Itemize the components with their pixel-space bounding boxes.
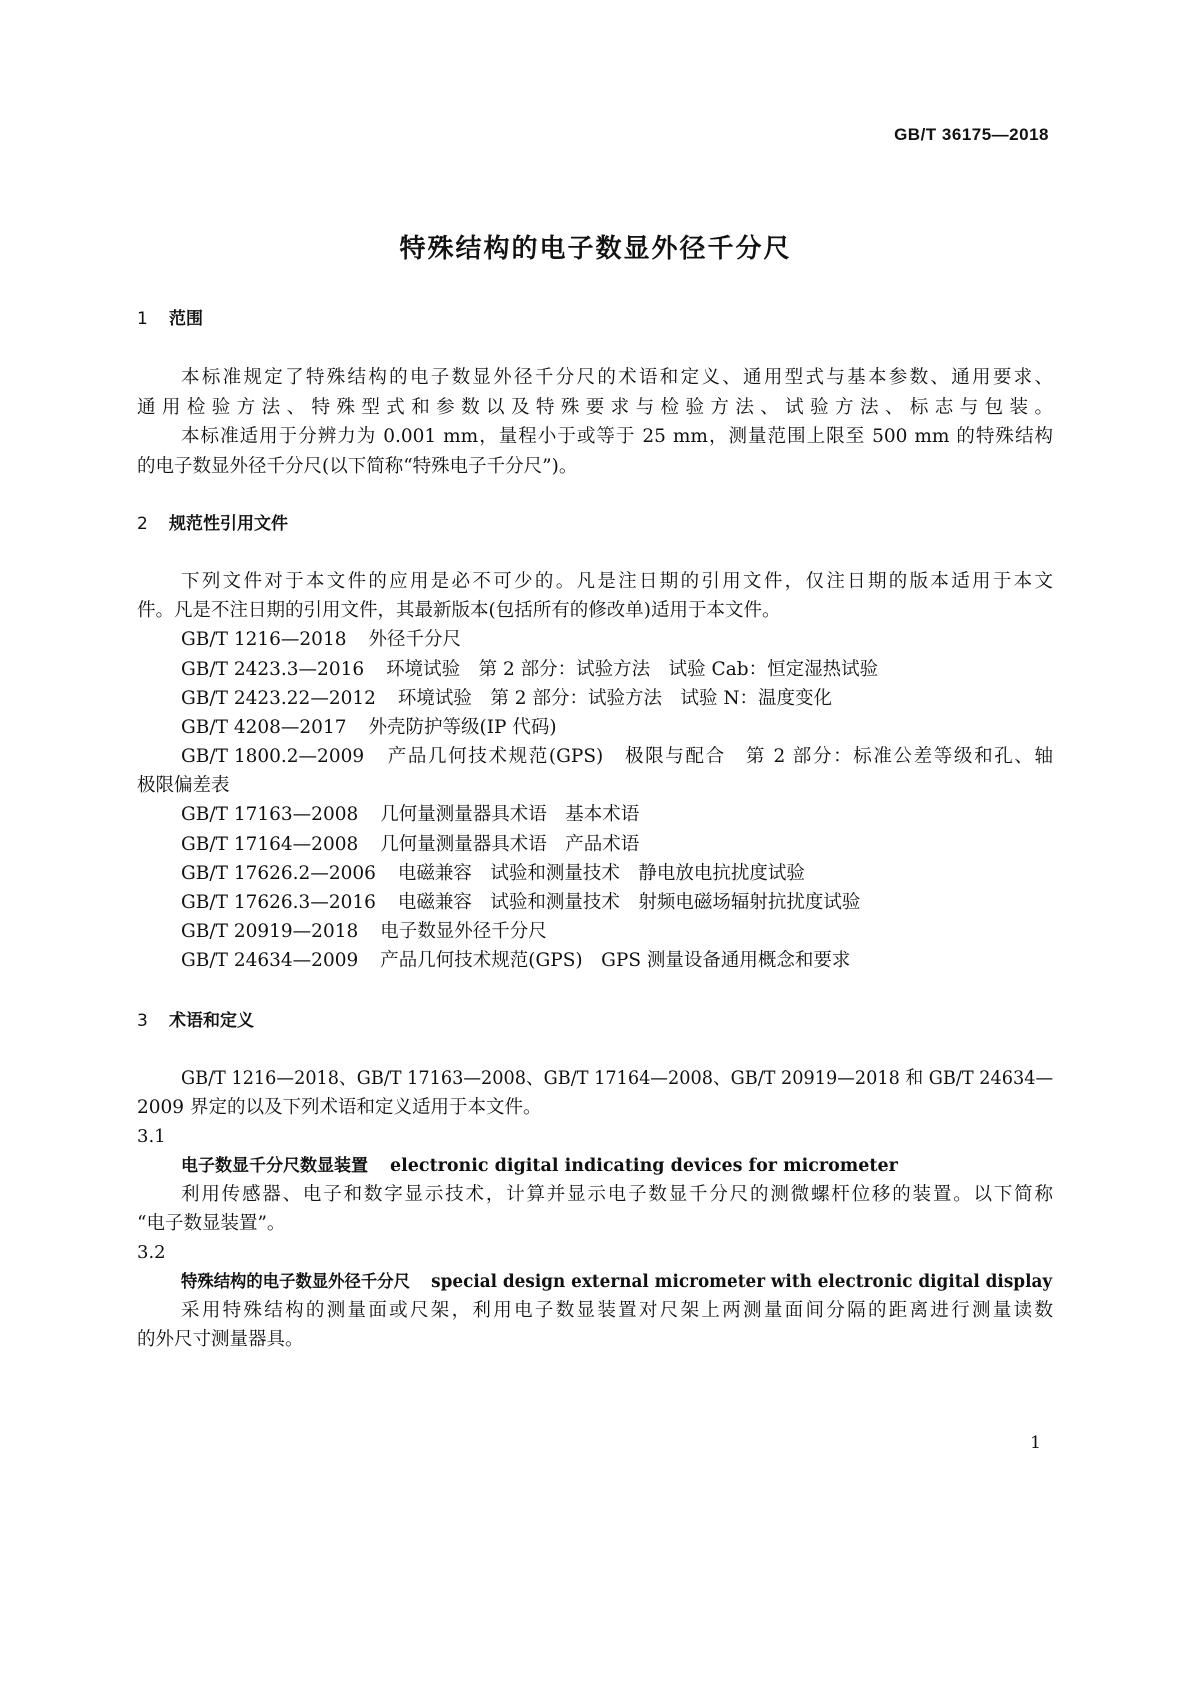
reference-number: GB/T 1216—2018 — [181, 629, 347, 650]
reference-title: 产品几何技术规范(GPS) 极限与配合 第 2 部分：标准公差等级和孔、轴 — [386, 746, 1053, 767]
reference-title: 几何量测量器具术语 基本术语 — [380, 804, 640, 825]
reference-title: 产品几何技术规范(GPS) GPS 测量设备通用概念和要求 — [380, 950, 851, 971]
reference-title: 环境试验 第 2 部分：试验方法 试验 N：温度变化 — [397, 688, 833, 709]
reference-number: GB/T 17164—2008 — [181, 834, 359, 855]
reference-item — [181, 716, 557, 740]
paragraph-line: 本标准规定了特殊结构的电子数显外径千分尺的术语和定义、通用型式与基本参数、通用要求、 — [181, 367, 1053, 388]
paragraph-line: 件。凡是不注日期的引用文件，其最新版本(包括所有的修改单)适用于本文件。 — [137, 600, 781, 621]
reference-number: GB/T 20919—2018 — [181, 921, 359, 942]
reference-number: GB/T 2423.22—2012 — [181, 688, 376, 709]
section-2-heading — [137, 512, 288, 536]
reference-item — [181, 891, 860, 915]
definition-line: 采用特殊结构的测量面或尺架，利用电子数显装置对尺架上两测量面间分隔的距离进行测量读数 — [181, 1300, 1053, 1321]
term-number: 3.2 — [137, 1242, 166, 1263]
section-number: 3 — [137, 1011, 148, 1031]
reference-number: GB/T 4208—2017 — [181, 717, 347, 738]
term-english: special design external micrometer with electronic digital display — [431, 1272, 1053, 1292]
term-heading — [181, 1154, 898, 1178]
page-number: 1 — [1030, 1433, 1041, 1453]
reference-number: GB/T 17626.2—2006 — [181, 863, 376, 884]
reference-title: 电磁兼容 试验和测量技术 静电放电抗扰度试验 — [397, 863, 805, 884]
reference-title: 几何量测量器具术语 产品术语 — [380, 834, 640, 855]
section-number: 1 — [137, 309, 148, 329]
reference-number: GB/T 17163—2008 — [181, 804, 359, 825]
term-chinese: 特殊结构的电子数显外径千分尺 — [181, 1272, 410, 1292]
paragraph-line: GB/T 1216—2018、GB/T 17163—2008、GB/T 17164—2008、GB/T 20919—2018 和 GB/T 24634— — [181, 1068, 1054, 1089]
reference-item — [181, 862, 805, 886]
reference-item — [181, 803, 639, 827]
paragraph-line: 通用检验方法、特殊型式和参数以及特殊要求与检验方法、试验方法、标志与包装。 — [137, 397, 1053, 418]
reference-item — [181, 687, 832, 711]
reference-number: GB/T 24634—2009 — [181, 950, 359, 971]
definition-line: 的外尺寸测量器具。 — [137, 1329, 304, 1350]
reference-number: GB/T 17626.3—2016 — [181, 892, 376, 913]
reference-item — [181, 833, 639, 857]
reference-item — [181, 920, 547, 944]
section-3-heading — [137, 1009, 254, 1033]
reference-item — [181, 628, 461, 652]
reference-item — [181, 745, 1053, 769]
paragraph-line: 下列文件对于本文件的应用是必不可少的。凡是注日期的引用文件，仅注日期的版本适用于本文 — [181, 571, 1053, 592]
reference-title: 外径千分尺 — [368, 629, 462, 650]
term-english: electronic digital indicating devices for micrometer — [390, 1156, 898, 1176]
standard-code: GB/T 36175—2018 — [894, 125, 1049, 144]
term-heading — [181, 1270, 1052, 1294]
reference-title: 环境试验 第 2 部分：试验方法 试验 Cab：恒定湿热试验 — [386, 659, 879, 680]
definition-line: “电子数显装置”。 — [137, 1213, 286, 1234]
paragraph-line: 本标准适用于分辨力为 0.001 mm，量程小于或等于 25 mm，测量范围上限至 500 mm 的特殊结构 — [181, 426, 1053, 447]
section-title: 范围 — [169, 309, 203, 329]
reference-number: GB/T 2423.3—2016 — [181, 659, 365, 680]
paragraph-line: 的电子数显外径千分尺(以下简称“特殊电子千分尺”)。 — [137, 456, 578, 477]
reference-item — [181, 949, 850, 973]
section-title: 规范性引用文件 — [169, 514, 288, 534]
reference-title-continuation: 极限偏差表 — [137, 775, 230, 796]
section-number: 2 — [137, 514, 148, 534]
term-number: 3.1 — [137, 1126, 166, 1147]
reference-title: 电磁兼容 试验和测量技术 射频电磁场辐射抗扰度试验 — [397, 892, 861, 913]
reference-number: GB/T 1800.2—2009 — [181, 746, 365, 767]
section-1-heading — [137, 307, 203, 331]
section-title: 术语和定义 — [169, 1011, 254, 1031]
reference-title: 外壳防护等级(IP 代码) — [368, 717, 557, 738]
term-chinese: 电子数显千分尺数显装置 — [181, 1156, 368, 1176]
reference-item — [181, 658, 878, 682]
paragraph-line: 2009 界定的以及下列术语和定义适用于本文件。 — [137, 1097, 542, 1118]
document-title: 特殊结构的电子数显外径千分尺 — [399, 234, 792, 264]
reference-title: 电子数显外径千分尺 — [380, 921, 547, 942]
definition-line: 利用传感器、电子和数字显示技术，计算并显示电子数显千分尺的测微螺杆位移的装置。以下简称 — [181, 1184, 1053, 1205]
